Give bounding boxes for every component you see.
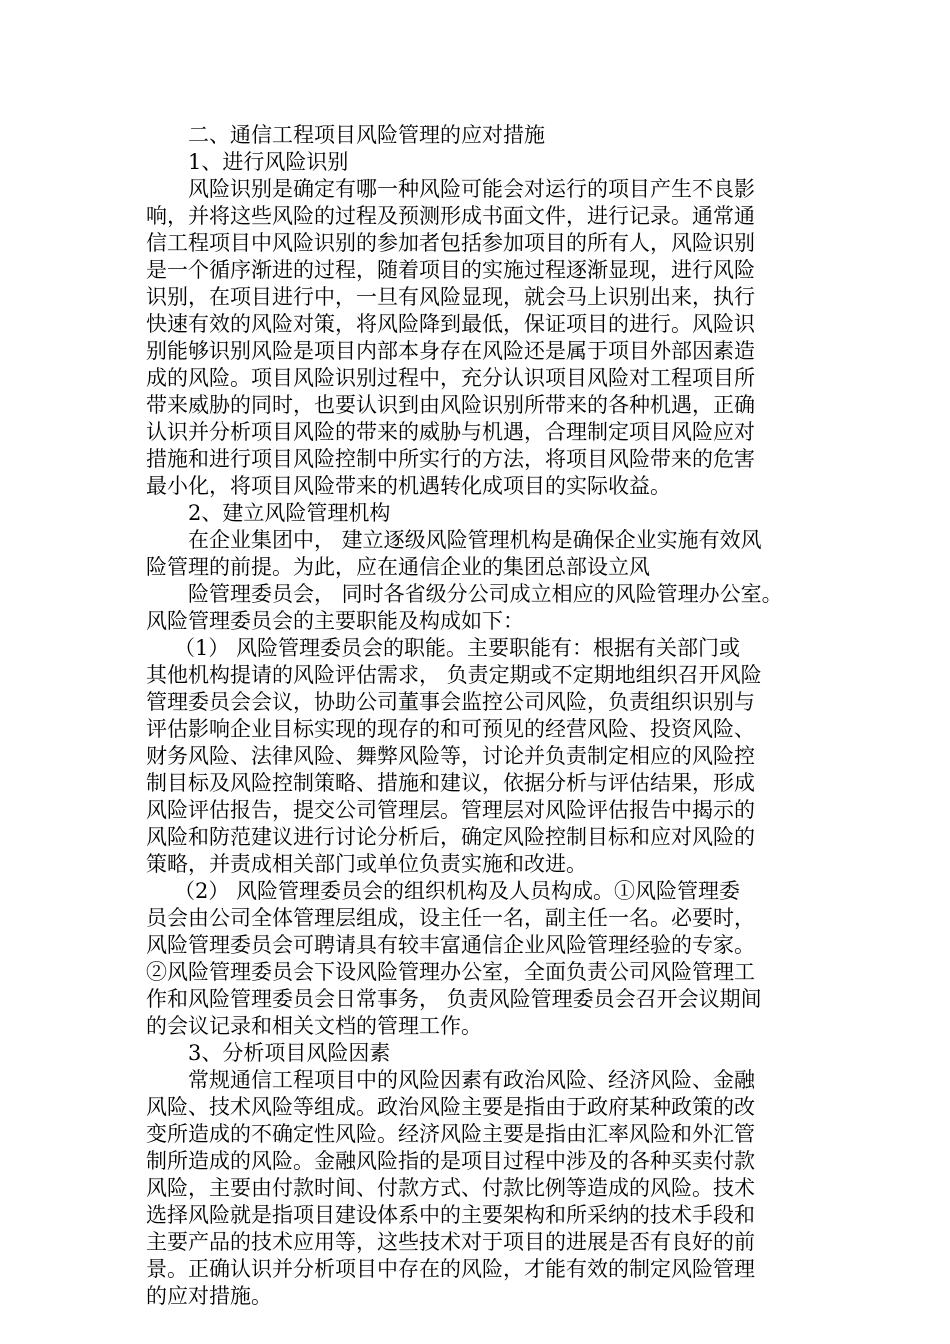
section1-paragraph-line: 响，并将这些风险的过程及预测形成书面文件，进行记录。通常通 xyxy=(146,204,755,228)
item2-line: 风险管理委员会可聘请具有较丰富通信企业风险管理经验的专家。 xyxy=(146,933,755,957)
item1-line: 风险和防范建议进行讨论分析后，确定风险控制目标和应对风险的 xyxy=(146,825,755,849)
section3-paragraph-line: 制所造成的风险。金融风险指的是项目过程中涉及的各种买卖付款 xyxy=(146,1149,755,1173)
item2-line: 作和风险管理委员会日常事务， 负责风险管理委员会召开会议期间 xyxy=(146,987,762,1011)
item1-line: 风险评估报告，提交公司管理层。管理层对风险评估报告中揭示的 xyxy=(146,798,755,822)
section1-paragraph-line: 是一个循序渐进的过程，随着项目的实施过程逐渐显现，进行风险 xyxy=(146,258,755,282)
section3-paragraph-line: 的应对措施。 xyxy=(146,1284,272,1308)
section1-paragraph-line: 认识并分析项目风险的带来的威胁与机遇，合理制定项目风险应对 xyxy=(146,420,755,444)
section2-title: 2、建立风险管理机构 xyxy=(188,501,391,525)
section1-paragraph-line: 别能够识别风险是项目内部本身存在风险还是属于项目外部因素造 xyxy=(146,339,755,363)
section3-paragraph-line: 主要产品的技术应用等，这些技术对于项目的进展是否有良好的前 xyxy=(146,1230,755,1254)
section2-committee-line: 险管理委员会， 同时各省级分公司成立相应的风险管理办公室。 xyxy=(188,582,783,606)
item1-line: （1） 风险管理委员会的职能。主要职能有：根据有关部门或 xyxy=(174,636,741,660)
item1-line: 策略，并责成相关部门或单位负责实施和改进。 xyxy=(146,852,587,876)
item1-line: 评估影响企业目标实现的现存的和可预见的经营风险、投资风险、 xyxy=(146,717,755,741)
item2-line: 的会议记录和相关文档的管理工作。 xyxy=(146,1014,482,1038)
section3-paragraph-line: 风险，主要由付款时间、付款方式、付款比例等造成的风险。技术 xyxy=(146,1176,755,1200)
section1-paragraph-line: 风险识别是确定有哪一种风险可能会对运行的项目产生不良影 xyxy=(188,177,755,201)
section3-paragraph-line: 变所造成的不确定性风险。经济风险主要是指由汇率风险和外汇管 xyxy=(146,1122,755,1146)
section1-title: 1、进行风险识别 xyxy=(188,150,349,174)
section1-paragraph-line: 带来威胁的同时，也要认识到由风险识别所带来的各种机遇，正确 xyxy=(146,393,755,417)
section1-paragraph-line: 快速有效的风险对策，将风险降到最低，保证项目的进行。风险识 xyxy=(146,312,755,336)
section1-paragraph-line: 识别，在项目进行中，一旦有风险显现，就会马上识别出来，执行 xyxy=(146,285,755,309)
section1-paragraph-line: 成的风险。项目风险识别过程中，充分认识项目风险对工程项目所 xyxy=(146,366,755,390)
section3-paragraph-line: 选择风险就是指项目建设体系中的主要架构和所采纳的技术手段和 xyxy=(146,1203,755,1227)
section1-paragraph-line: 信工程项目中风险识别的参加者包括参加项目的所有人，风险识别 xyxy=(146,231,755,255)
section-heading: 二、通信工程项目风险管理的应对措施 xyxy=(188,123,545,147)
document-body xyxy=(146,122,806,1310)
item2-line: （2） 风险管理委员会的组织机构及人员构成。①风险管理委 xyxy=(174,879,741,903)
item2-line: 员会由公司全体管理层组成，设主任一名，副主任一名。必要时， xyxy=(146,906,755,930)
section3-paragraph-line: 景。正确认识并分析项目中存在的风险，才能有效的制定风险管理 xyxy=(146,1257,755,1281)
section2-committee-line: 风险管理委员会的主要职能及构成如下： xyxy=(146,609,524,633)
section1-paragraph-line: 措施和进行项目风险控制中所实行的方法，将项目风险带来的危害 xyxy=(146,447,755,471)
item1-line: 财务风险、法律风险、舞弊风险等，讨论并负责制定相应的风险控 xyxy=(146,744,755,768)
section3-title: 3、分析项目风险因素 xyxy=(188,1041,391,1065)
section3-paragraph-line: 常规通信工程项目中的风险因素有政治风险、经济风险、金融 xyxy=(188,1068,755,1092)
item2-line: ②风险管理委员会下设风险管理办公室，全面负责公司风险管理工 xyxy=(146,960,755,984)
item1-line: 管理委员会会议，协助公司董事会监控公司风险，负责组织识别与 xyxy=(146,690,755,714)
section2-intro-line: 在企业集团中， 建立逐级风险管理机构是确保企业实施有效风 xyxy=(188,528,762,552)
item1-line: 其他机构提请的风险评估需求， 负责定期或不定期地组织召开风险 xyxy=(146,663,762,687)
section1-paragraph-line: 最小化，将项目风险带来的机遇转化成项目的实际收益。 xyxy=(146,474,671,498)
section3-paragraph-line: 风险、技术风险等组成。政治风险主要是指由于政府某种政策的改 xyxy=(146,1095,755,1119)
section2-intro-line: 险管理的前提。为此，应在通信企业的集团总部设立风 xyxy=(146,555,650,579)
item1-line: 制目标及风险控制策略、措施和建议，依据分析与评估结果，形成 xyxy=(146,771,755,795)
